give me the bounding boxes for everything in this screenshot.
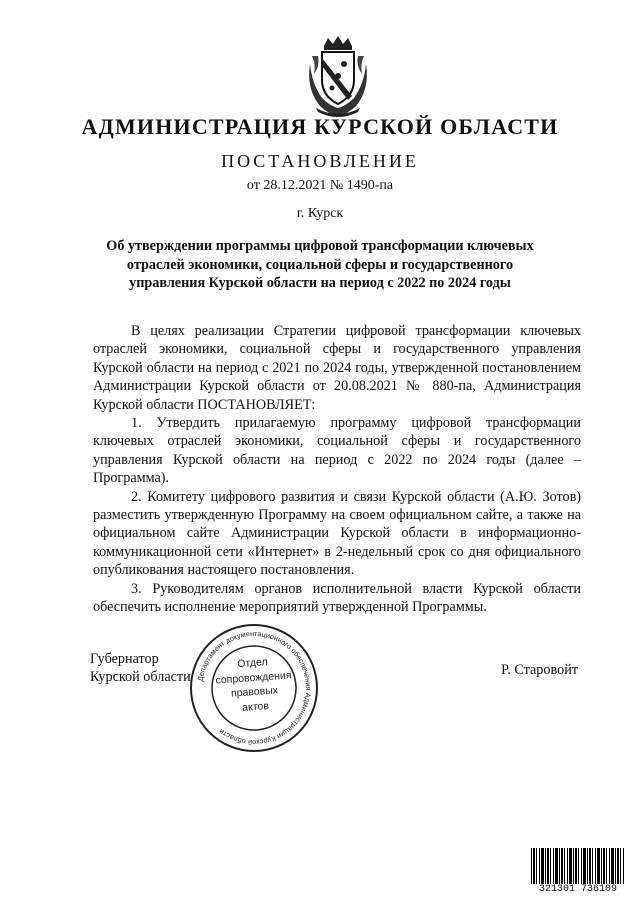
coat-of-arms-icon [302,34,374,118]
document-date-number: от 28.12.2021 № 1490-па [246,178,394,193]
stamp-ring-text: Департамент документационного обеспечения Администрации Курской области [195,628,314,748]
body-preamble: В целях реализации Стратегии цифровой трансформации ключевых отраслей экономики, социальной сферы и государственного управления Курской области на период с 2021 по 2024 годы, утвержденной постановлением Администрации Курской области от 20.08.2021 № 880-па, Администрация Курской области ПОСТАНОВЛЯЕТ: [93,323,581,413]
stamp-line-1: Отдел [236,656,269,671]
signer-title-line-1: Губернатор [90,651,159,667]
stamp-line-4: актов [241,699,270,714]
official-stamp [188,622,320,754]
document-subject: Об утверждении программы цифровой трансформации ключевых отраслей экономики, социальной сферы и государственного управления Курской области на период с 2022 по 2024 годы [106,238,534,291]
signer-title-line-2: Курской области [90,669,191,686]
body-item-2: 2. Комитету цифрового развития и связи Курской области (А.Ю. Зотов) разместить утвержденную Программу на своем официальном сайте, а также на официальном сайте Администрации Курской области в информационно-коммуникационной сети «Интернет» в 2-недельный срок со дня официального опубликования настоящего постановления. [93,488,581,579]
body-item-3: 3. Руководителям органов исполнительной власти Курской области обеспечить исполнение мероприятий утвержденной Программы. [93,580,581,616]
organization-title: АДМИНИСТРАЦИЯ КУРСКОЙ ОБЛАСТИ [81,114,559,139]
stamp-line-3: правовых [230,684,279,700]
barcode-number: 321301 736109 [531,884,625,896]
signer-name: Р. Старовойт [501,662,578,678]
signer-title [90,650,191,687]
document-body [93,322,581,617]
barcode [531,848,625,896]
body-item-1: 1. Утвердить прилагаемую программу цифровой трансформации ключевых отраслей экономики, социальной сферы и государственного управления Курской области на период с 2022 по 2024 годы (далее – Программа). [93,415,581,487]
stamp-line-2: сопровождения [215,668,292,687]
stamp-center-text [212,653,296,716]
document-type: ПОСТАНОВЛЕНИЕ [221,151,419,171]
document-city: г. Курск [296,206,344,221]
barcode-bars [531,848,625,884]
